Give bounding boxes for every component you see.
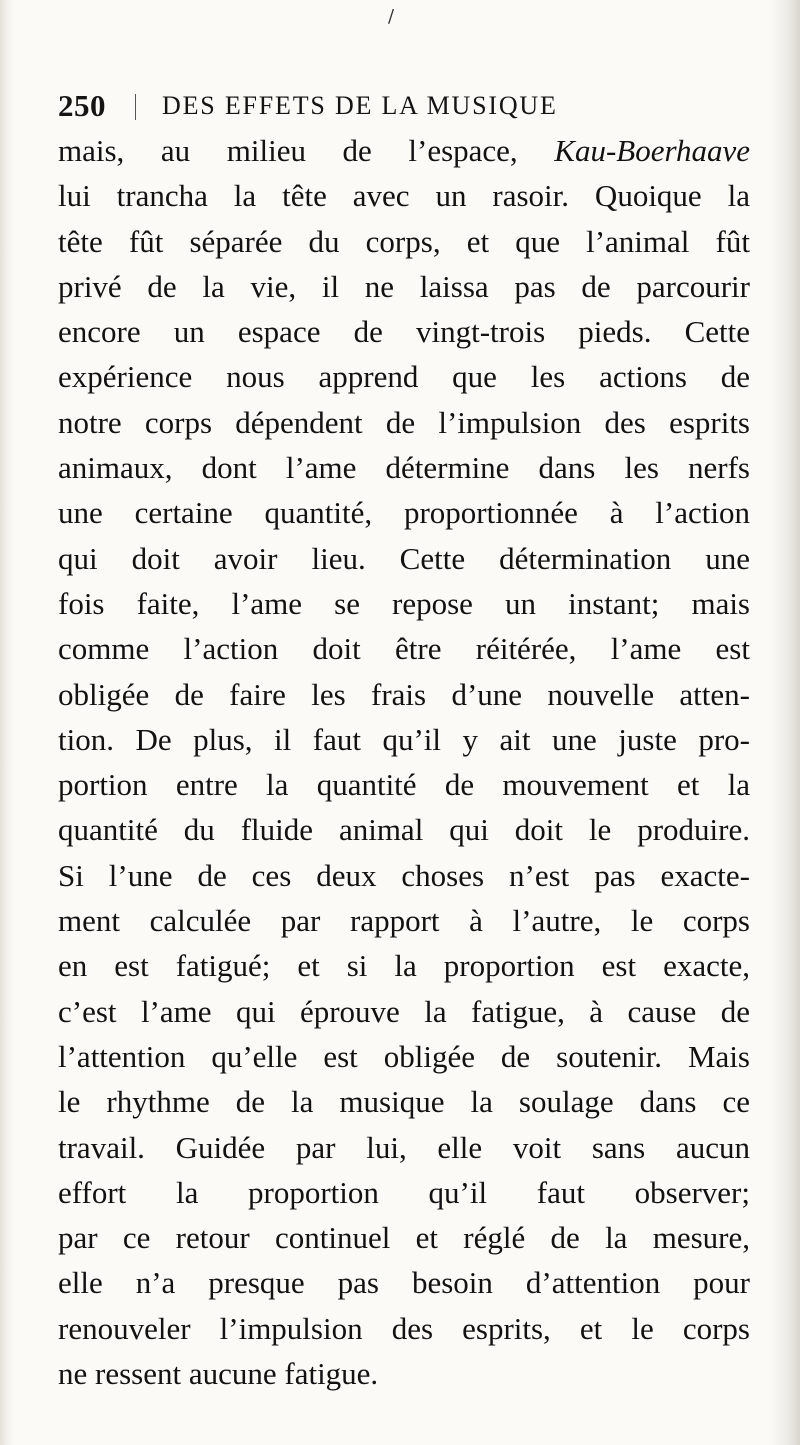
text-line-25: par ce retour continuel et réglé de la mesure,	[58, 1220, 750, 1256]
text-line-13: obligée de faire les frais d’une nouvelle atten-	[58, 676, 750, 712]
text-line-20: c’est l’ame qui éprouve la fatigue, à cause de	[58, 993, 750, 1029]
page-number: 250	[58, 88, 106, 123]
text-line-28: ne ressent aucune fatigue.	[58, 1356, 379, 1392]
text-line-3: tête fût séparée du corps, et que l’animal fût	[58, 223, 750, 259]
text-line-12: comme l’action doit être réitérée, l’ame est	[58, 631, 750, 667]
text-line-14: tion. De plus, il faut qu’il y ait une juste pro-	[58, 721, 750, 757]
scan-edge-left	[0, 0, 14, 1445]
text-line-7: notre corps dépendent de l’impulsion des esprits	[58, 404, 750, 440]
text-line-1	[58, 128, 750, 173]
text-line-4: privé de la vie, il ne laissa pas de parcourir	[58, 268, 750, 304]
text-line-11: fois faite, l’ame se repose un instant; mais	[58, 585, 750, 621]
text-line-8: animaux, dont l’ame détermine dans les nerfs	[58, 450, 750, 486]
text-line-10: qui doit avoir lieu. Cette détermination une	[58, 540, 750, 576]
text-line-2: lui trancha la tête avec un rasoir. Quoique la	[58, 178, 750, 214]
top-mark: /	[388, 6, 395, 27]
text-line-5: encore un espace de vingt-trois pieds. Cette	[58, 314, 750, 350]
header-separator	[135, 94, 136, 120]
text-line-16: quantité du fluide animal qui doit le produire.	[58, 812, 750, 848]
text-line-18: ment calculée par rapport à l’autre, le corps	[58, 903, 750, 939]
text-line-21: l’attention qu’elle est obligée de soutenir. Mais	[58, 1038, 750, 1074]
running-head	[58, 88, 758, 124]
text-line-17: Si l’une de ces deux choses n’est pas exacte-	[58, 857, 750, 893]
text-line-6: expérience nous apprend que les actions de	[58, 359, 750, 395]
text-line-15: portion entre la quantité de mouvement et la	[58, 767, 750, 803]
text-line-1-start: mais, au milieu de l’espace,	[58, 133, 555, 168]
text-line-22: le rhythme de la musique la soulage dans ce	[58, 1084, 750, 1120]
text-line-26: elle n’a presque pas besoin d’attention pour	[58, 1265, 750, 1301]
running-title: DES EFFETS DE LA MUSIQUE	[162, 91, 558, 120]
text-line-24: effort la proportion qu’il faut observer;	[58, 1174, 750, 1210]
text-line-23: travail. Guidée par lui, elle voit sans aucun	[58, 1129, 750, 1165]
text-line-9: une certaine quantité, proportionnée à l’action	[58, 495, 750, 531]
scan-edge-right	[770, 0, 800, 1445]
italic-name: Kau-Boerhaave	[554, 133, 750, 168]
text-line-27: renouveler l’impulsion des esprits, et le corps	[58, 1310, 750, 1346]
body-text	[58, 128, 750, 1396]
text-line-19: en est fatigué; et si la proportion est exacte,	[58, 948, 750, 984]
